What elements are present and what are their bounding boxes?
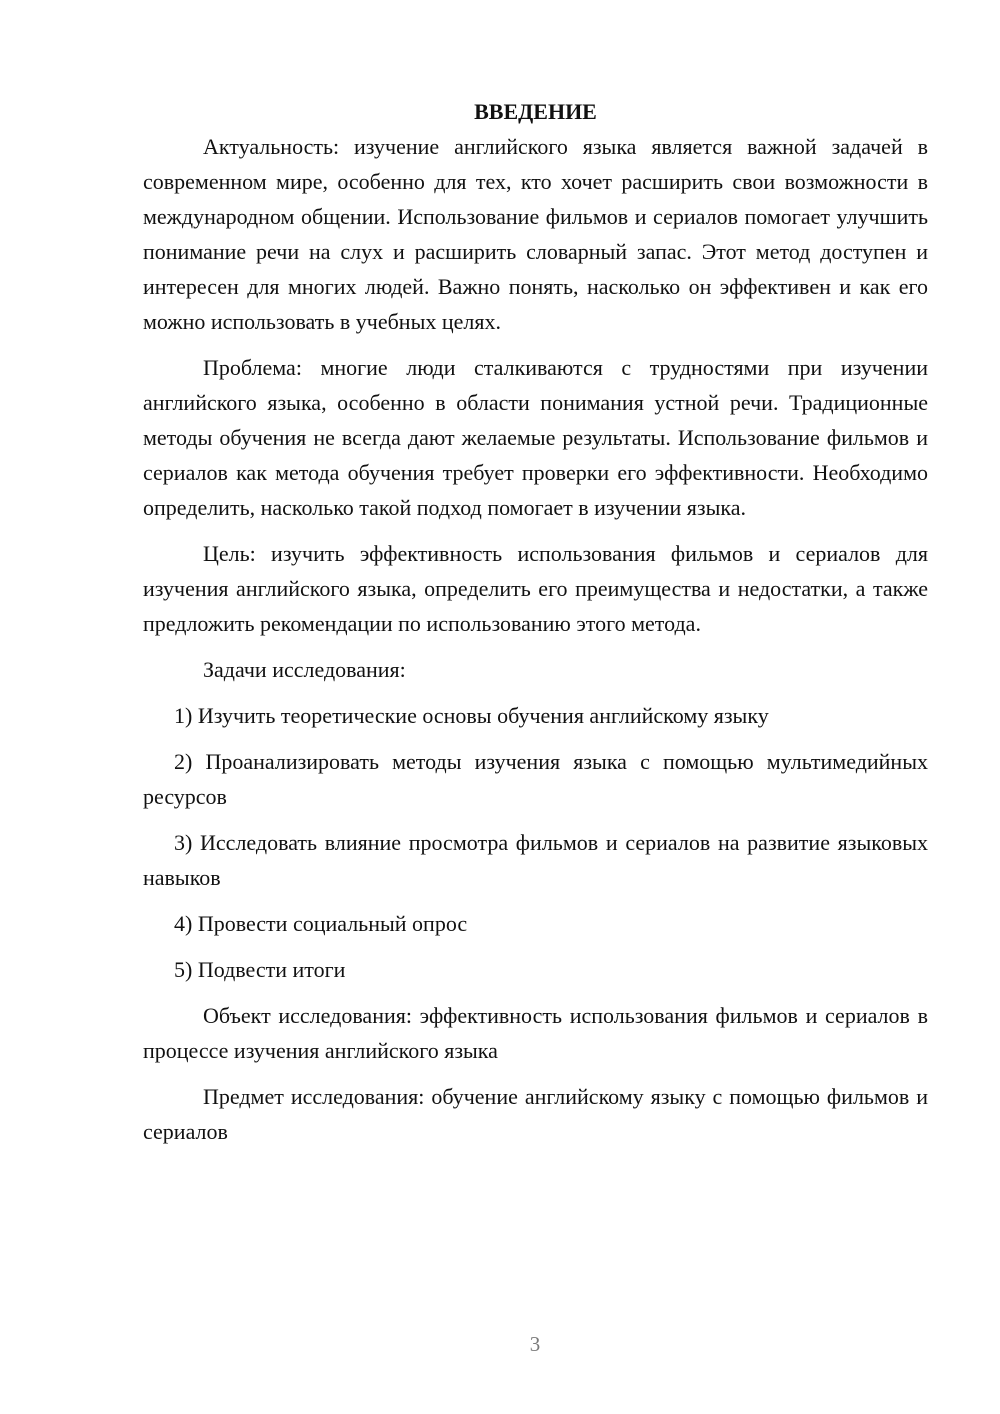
- page-number: 3: [529, 1332, 541, 1356]
- section-heading: ВВЕДЕНИЕ: [474, 99, 597, 124]
- paragraph-object: Объект исследования: эффективность использования фильмов и сериалов в процессе изучения английского языка: [143, 1003, 928, 1063]
- paragraph-goal: Цель: изучить эффективность использования фильмов и сериалов для изучения английского языка, определить его преимущества и недостатки, а также предложить рекомендации по использованию этого метода.: [143, 541, 928, 636]
- paragraph-relevance: Актуальность: изучение английского языка является важной задачей в современном мире, особенно для тех, кто хочет расширить свои возможности в международном общении. Использование фильмов и сериалов помогает улучшить понимание речи на слух и расширить словарный запас. Этот метод доступен и интересен для многих людей. Важно понять, насколько он эффективен и как его можно использовать в учебных целях.: [143, 134, 928, 334]
- task-item-4: 4) Провести социальный опрос: [174, 911, 468, 936]
- task-item-3: 3) Исследовать влияние просмотра фильмов и сериалов на развитие языковых навыков: [143, 830, 928, 890]
- task-item-5: 5) Подвести итоги: [174, 957, 346, 982]
- page-content: [143, 94, 928, 1160]
- tasks-title: Задачи исследования:: [203, 657, 406, 682]
- task-item-2: 2) Проанализировать методы изучения языка с помощью мультимедийных ресурсов: [143, 749, 928, 809]
- task-item-1: 1) Изучить теоретические основы обучения английскому языку: [174, 703, 769, 728]
- paragraph-subject: Предмет исследования: обучение английскому языку с помощью фильмов и сериалов: [143, 1084, 928, 1144]
- paragraph-problem: Проблема: многие люди сталкиваются с трудностями при изучении английского языка, особенно в области понимания устной речи. Традиционные методы обучения не всегда дают желаемые результаты. Использование фильмов и сериалов как метода обучения требует проверки его эффективности. Необходимо определить, насколько такой подход помогает в изучении языка.: [143, 355, 928, 520]
